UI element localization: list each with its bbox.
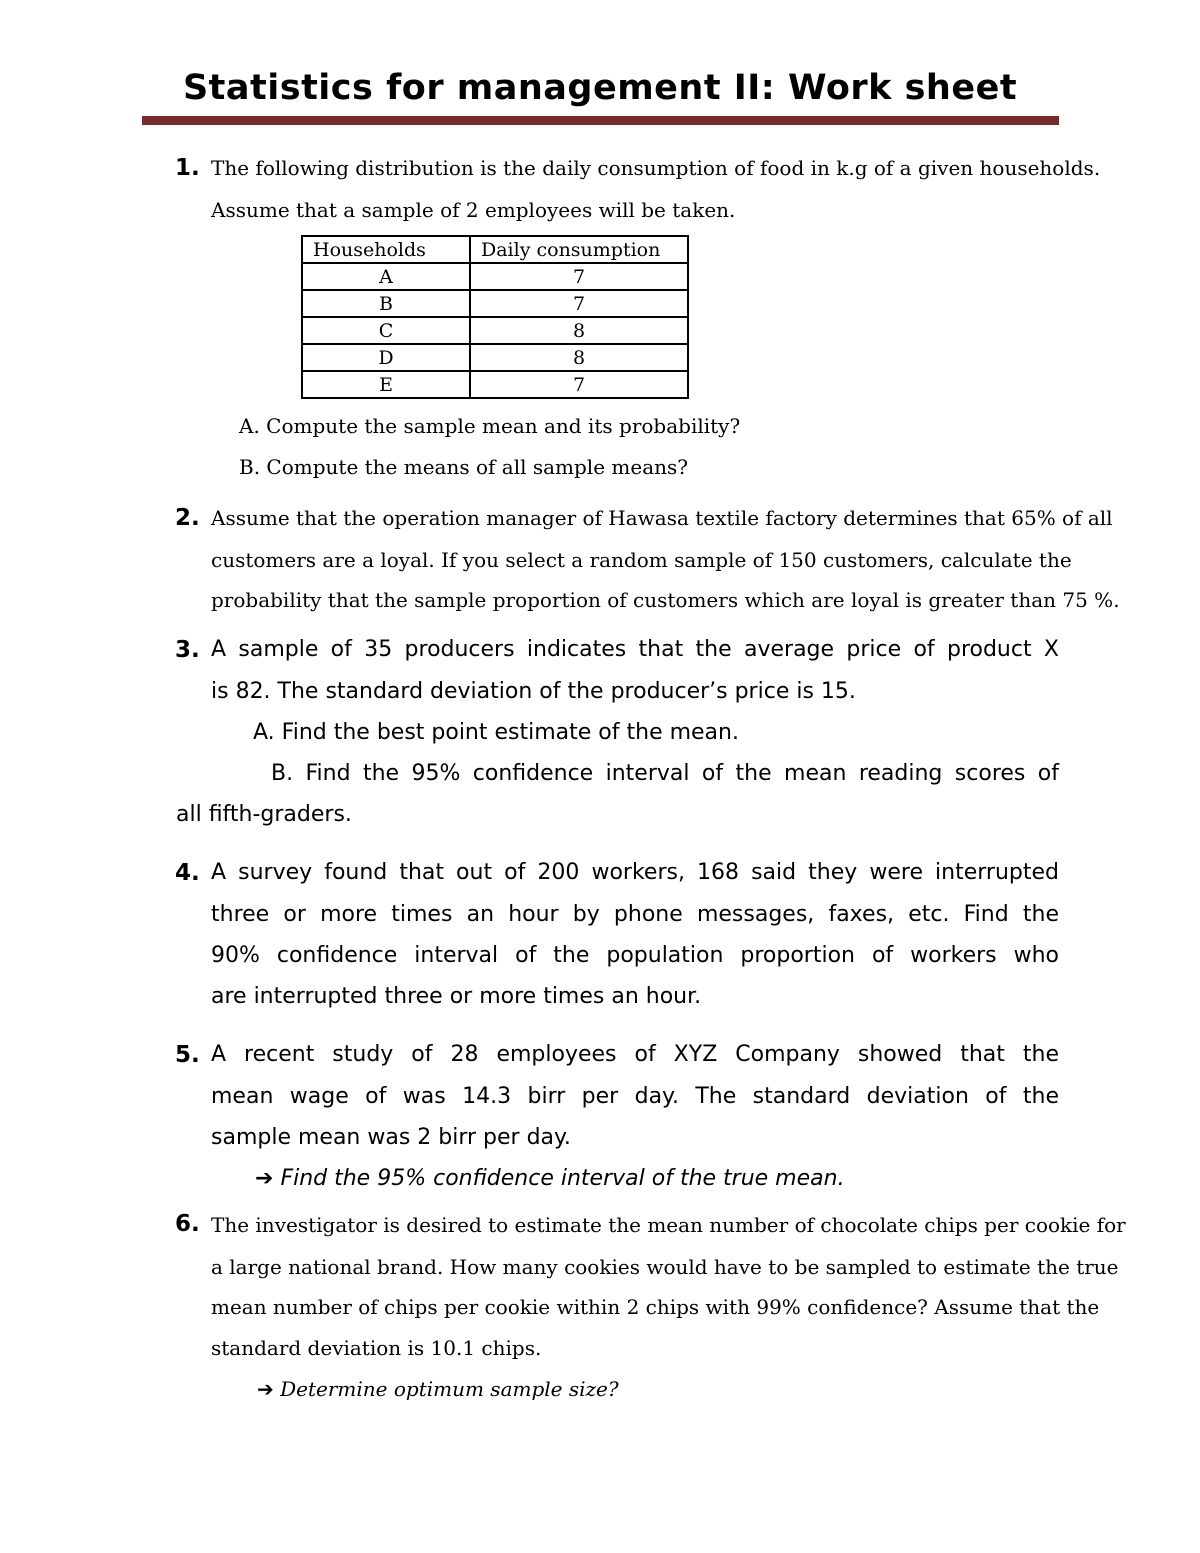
- table-cell-consumption: 7: [470, 371, 688, 398]
- question-6-line-1: The investigator is desired to estimate the mean number of chocolate chips per cookie for: [211, 1213, 1126, 1237]
- question-1-line-1: The following distribution is the daily consumption of food in k.g of a given households.: [211, 156, 1101, 180]
- question-4-number: 4.: [175, 860, 200, 886]
- arrow-right-icon: ➔: [255, 1166, 274, 1191]
- table-cell-consumption: 7: [470, 290, 688, 317]
- consumption-table: [301, 235, 689, 399]
- page-title: Statistics for management II: Work sheet: [182, 68, 1018, 108]
- table-row: [302, 290, 688, 317]
- question-4-line-4: are interrupted three or more times an hour.: [211, 984, 702, 1009]
- table-cell-household: B: [302, 290, 470, 317]
- question-1-number: 1.: [175, 155, 200, 181]
- question-1-part-b: B. Compute the means of all sample means?: [239, 455, 688, 479]
- table-cell-consumption: 8: [470, 344, 688, 371]
- table-row: [302, 344, 688, 371]
- question-6-line-4: standard deviation is 10.1 chips.: [211, 1336, 542, 1360]
- question-2-line-2: customers are a loyal. If you select a random sample of 150 customers, calculate the: [211, 548, 1072, 572]
- table-cell-household: E: [302, 371, 470, 398]
- table-header-row: [302, 236, 688, 263]
- question-3-part-a: A. Find the best point estimate of the mean.: [253, 720, 739, 745]
- question-3-part-b: B. Find the 95% confidence interval of the mean reading scores of: [271, 761, 1059, 786]
- question-3-part-b-continued: all fifth-graders.: [176, 802, 352, 827]
- title-underline: [142, 116, 1059, 125]
- question-6-number: 6.: [175, 1211, 200, 1237]
- question-2-line-3: probability that the sample proportion of customers which are loyal is greater than 75 %.: [211, 588, 1120, 612]
- table-row: [302, 317, 688, 344]
- question-5-instruction: Find the 95% confidence interval of the true mean.: [280, 1166, 845, 1191]
- question-3-line-2: is 82. The standard deviation of the producer’s price is 15.: [211, 679, 856, 704]
- table-header-households: Households: [302, 236, 470, 263]
- table-cell-household: C: [302, 317, 470, 344]
- question-2-line-1: Assume that the operation manager of Hawasa textile factory determines that 65% of all: [211, 506, 1113, 530]
- question-4-line-3: 90% confidence interval of the population proportion of workers who: [211, 943, 1059, 968]
- table-row: [302, 371, 688, 398]
- arrow-right-icon: ➔: [257, 1377, 274, 1401]
- question-4-line-1: A survey found that out of 200 workers, 168 said they were interrupted: [211, 860, 1059, 885]
- table-header-daily-consumption: Daily consumption: [470, 236, 688, 263]
- question-6-instruction: Determine optimum sample size?: [280, 1377, 619, 1401]
- question-4-line-2: three or more times an hour by phone messages, faxes, etc. Find the: [211, 902, 1059, 927]
- question-3-number: 3.: [175, 637, 200, 663]
- table-cell-household: A: [302, 263, 470, 290]
- table-cell-household: D: [302, 344, 470, 371]
- table-cell-consumption: 8: [470, 317, 688, 344]
- question-1-part-a: A. Compute the sample mean and its probability?: [239, 414, 741, 438]
- question-3-line-1: A sample of 35 producers indicates that the average price of product X: [211, 637, 1059, 662]
- table-row: [302, 263, 688, 290]
- question-5-line-3: sample mean was 2 birr per day.: [211, 1125, 571, 1150]
- question-2-number: 2.: [175, 505, 200, 531]
- question-5-line-1: A recent study of 28 employees of XYZ Company showed that the: [211, 1042, 1059, 1067]
- table-cell-consumption: 7: [470, 263, 688, 290]
- question-1-line-2: Assume that a sample of 2 employees will be taken.: [211, 198, 736, 222]
- question-5-line-2: mean wage of was 14.3 birr per day. The standard deviation of the: [211, 1084, 1059, 1109]
- question-5-number: 5.: [175, 1042, 200, 1068]
- question-6-line-2: a large national brand. How many cookies would have to be sampled to estimate the true: [211, 1255, 1119, 1279]
- question-6-line-3: mean number of chips per cookie within 2 chips with 99% confidence? Assume that the: [211, 1295, 1100, 1319]
